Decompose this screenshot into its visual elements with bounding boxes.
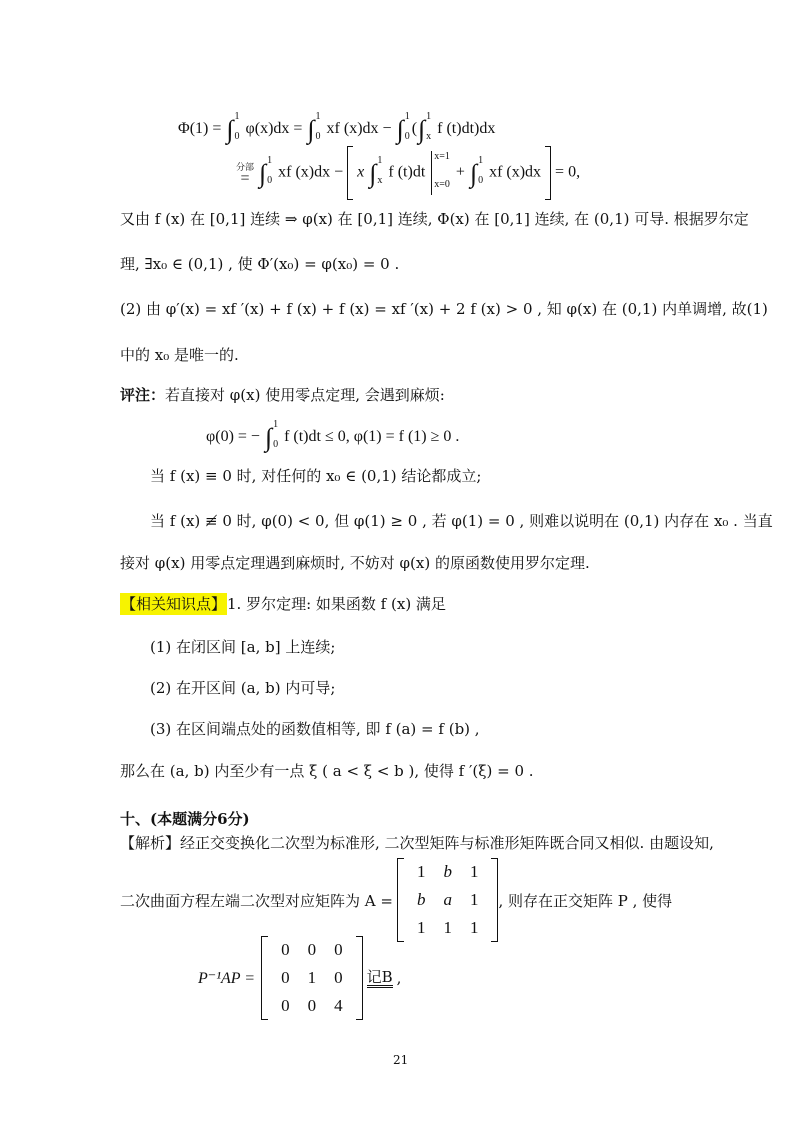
analysis-line bbox=[120, 832, 714, 853]
remark-text: 若直接对 φ(x) 使用零点定理, 会遇到麻烦: bbox=[165, 386, 445, 404]
matrix-B bbox=[261, 936, 363, 1020]
remark-label: 评注： bbox=[120, 386, 166, 404]
integral-sign: ∫ bbox=[259, 158, 267, 188]
matrix-A-cell: 1 bbox=[469, 890, 479, 909]
matrix-B-cell: 0 bbox=[281, 996, 290, 1015]
equation-phi1-line1: Φ(1) = ∫ 1 0 φ(x)dx = ∫ 1 0 xf (x)dx − ∫ 1 0 (∫ 1 x f (t)dt)dx bbox=[178, 111, 496, 144]
paragraph-continuity: 又由 f (x) 在 [0,1] 连续 ⇒ φ(x) 在 [0,1] 连续, Φ(x) 在 [0,1] 连续, 在 (0,1) 可导. 根据罗尔定 bbox=[120, 210, 749, 228]
knowledge-text: 1. 罗尔定理: 如果函数 f (x) 满足 bbox=[227, 595, 446, 613]
matrix-A bbox=[397, 858, 499, 942]
equation-phi1-line2: 分部 = ∫ 1 0 xf (x)dx − x ∫ 1 x f (t)dt x=1 x=0 + ∫ 1 0 xf (x)dx = 0, bbox=[236, 146, 580, 200]
pap-lhs: P⁻¹AP = bbox=[198, 970, 256, 987]
denote-B: 记B bbox=[366, 967, 393, 986]
matrix-B-cell: 0 bbox=[281, 940, 290, 959]
integral-sign: ∫ bbox=[396, 115, 404, 144]
remark-equation: φ(0) = − ∫ 1 0 f (t)dt ≤ 0, φ(1) = f (1) ≥ 0 . bbox=[206, 419, 460, 452]
rolle-conclusion: 那么在 (a, b) 内至少有一点 ξ ( a < ξ < b ), 使得 f ′(ξ) = 0 . bbox=[120, 762, 534, 780]
matrix-A-cell: 1 bbox=[416, 862, 426, 881]
matrix-B-cell: 0 bbox=[307, 940, 317, 959]
matrix-A-cell: 1 bbox=[469, 862, 479, 881]
integral-sign: ∫ bbox=[418, 115, 426, 144]
page-number: 21 bbox=[393, 1053, 409, 1067]
integral-sign: ∫ bbox=[307, 115, 315, 144]
condition-1: (1) 在闭区间 [a, b] 上连续; bbox=[150, 638, 336, 656]
matrix-A-cell: 1 bbox=[469, 918, 479, 937]
integral-sign: ∫ bbox=[264, 423, 273, 452]
pap-line: P⁻¹AP = 0 0 0 0 1 0 0 0 4 记B , bbox=[198, 936, 401, 1020]
phi1-part2: xf (x)dx − bbox=[326, 120, 392, 137]
paragraph-part2: (2) 由 φ′(x) = xf ′(x) + f (x) + f (x) = xf ′(x) + 2 f (x) > 0 , 知 φ(x) 在 (0,1) 内单调增, 故(1) bbox=[120, 300, 768, 318]
paragraph-part2-cont: 中的 x₀ 是唯一的. bbox=[120, 346, 239, 364]
matrix-B-cell: 4 bbox=[334, 996, 343, 1015]
knowledge-line bbox=[120, 593, 446, 614]
matrix-B-cell: 1 bbox=[307, 968, 317, 987]
matrix-A-cell: b bbox=[443, 862, 452, 881]
case-nonzero-cont: 接对 φ(x) 用零点定理遇到麻烦时, 不妨对 φ(x) 的原函数使用罗尔定理. bbox=[120, 554, 590, 572]
matrix-A-cell: 1 bbox=[443, 918, 452, 937]
condition-2: (2) 在开区间 (a, b) 内可导; bbox=[150, 679, 336, 697]
analysis-label: 【解析】 bbox=[120, 834, 181, 852]
analysis-text: 经正交变换化二次型为标准形, 二次型矩阵与标准形矩阵既合同又相似. 由题设知, bbox=[180, 834, 714, 852]
integral-sign: ∫ bbox=[369, 158, 377, 188]
remark-line bbox=[120, 384, 445, 405]
phi1-rhs: φ(x)dx = bbox=[245, 120, 303, 137]
matrix-A-line bbox=[120, 858, 672, 942]
paragraph-rolle-conclusion: 理, ∃x₀ ∈ (0,1) , 使 Φ′(x₀) = φ(x₀) = 0 . bbox=[120, 255, 400, 273]
integral-sign: ∫ bbox=[469, 158, 478, 188]
evaluation-bar bbox=[431, 151, 432, 195]
section-title: 十、(本题满分6分) bbox=[120, 810, 250, 828]
left-bracket bbox=[347, 146, 353, 200]
right-bracket bbox=[545, 146, 551, 200]
case-nonzero: 当 f (x) ≢ 0 时, φ(0) < 0, 但 φ(1) ≥ 0 , 若 φ(1) = 0 , 则难以说明在 (0,1) 内存在 x₀ . 当直 bbox=[150, 512, 773, 530]
matrix-B-cell: 0 bbox=[334, 968, 343, 987]
matrix-intro: 二次曲面方程左端二次型对应矩阵为 A = bbox=[120, 891, 393, 910]
matrix-B-cell: 0 bbox=[307, 996, 317, 1015]
matrix-B-cell: 0 bbox=[334, 940, 343, 959]
matrix-B-cell: 0 bbox=[281, 968, 290, 987]
phi1-lhs: Φ(1) = bbox=[178, 120, 222, 137]
matrix-A-cell: 1 bbox=[416, 918, 426, 937]
knowledge-label: 【相关知识点】 bbox=[121, 595, 227, 613]
integral-sign: ∫ bbox=[226, 115, 234, 144]
phi1-part3: f (t)dt)dx bbox=[437, 120, 496, 137]
matrix-after: , 则存在正交矩阵 P , 使得 bbox=[498, 891, 673, 910]
by-parts-label: 分部 bbox=[236, 162, 255, 172]
matrix-A-cell: b bbox=[416, 890, 426, 909]
condition-3: (3) 在区间端点处的函数值相等, 即 f (a) = f (b) , bbox=[150, 720, 480, 738]
case-zero: 当 f (x) ≡ 0 时, 对任何的 x₀ ∈ (0,1) 结论都成立; bbox=[150, 467, 482, 485]
matrix-A-cell: a bbox=[443, 890, 452, 909]
